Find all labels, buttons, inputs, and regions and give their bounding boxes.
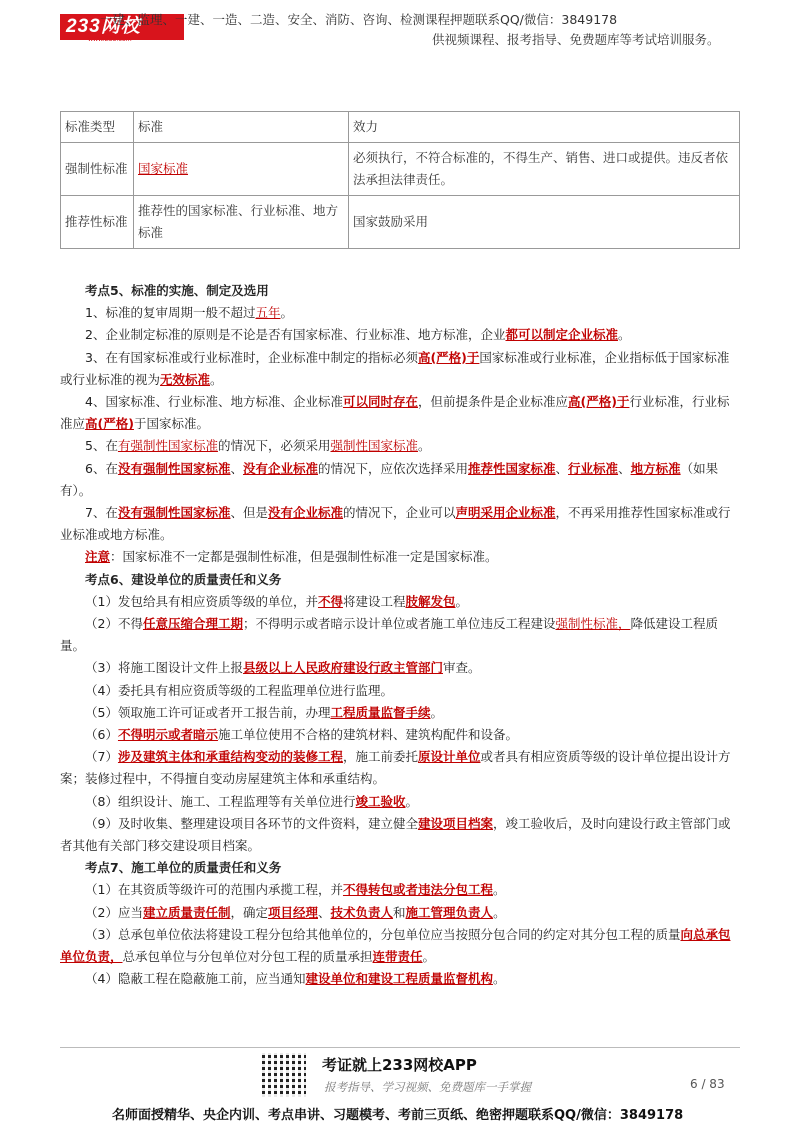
table-cell	[134, 143, 349, 196]
paragraph: 4、国家标准、行业标准、地方标准、企业标准可以同时存在，但前提条件是企业标准应高(严格)于行业标准，行业标准应高(严格)于国家标准。	[60, 394, 730, 432]
table-header-row	[61, 112, 740, 143]
note: 注意：国家标准不一定都是强制性标准，但是强制性标准一定是国家标准。	[85, 549, 498, 565]
table-header-cell: 标准类型	[61, 112, 134, 143]
header-line-1: 一建、监理、一建、一造、二造、安全、消防、咨询、检测课程押题联系QQ/微信：3849178	[100, 12, 618, 27]
list-item: （7）涉及建筑主体和承重结构变动的装修工程，施工前委托原设计单位或者具有相应资质等级的设计单位提出设计方案；装修过程中，不得擅自变动房屋建筑主体和承重结构。	[60, 749, 731, 787]
paragraph: 3、在有国家标准或行业标准时，企业标准中制定的指标必须高(严格)于国家标准或行业标准，企业指标低于国家标准或行业标准的视为无效标准。	[60, 349, 730, 387]
paragraph: 7、在没有强制性国家标准、但是没有企业标准的情况下，企业可以声明采用企业标准，不再采用推荐性国家标准或行业标准或地方标准。	[60, 505, 731, 543]
logo: 233网校	[60, 14, 184, 40]
list-item: （3）将施工图设计文件上报县级以上人民政府建设行政主管部门审查。	[85, 660, 481, 676]
table-header-cell: 标准	[134, 112, 349, 143]
list-item: （8）组织设计、施工、工程监理等有关单位进行竣工验收。	[85, 793, 418, 809]
header-line-2: 供视频课程、报考指导、免费题库等考试培训服务。	[432, 32, 720, 47]
qr-code-icon[interactable]	[262, 1053, 306, 1097]
paragraph: 5、在有强制性国家标准的情况下，必须采用强制性国家标准。	[85, 438, 431, 454]
table-cell: 国家鼓励采用	[349, 196, 740, 249]
logo-url: www.233.com	[88, 36, 132, 43]
list-item: （3）总承包单位依法将建设工程分包给其他单位的，分包单位应当按照分包合同的约定对其分包工程的质量向总承包单位负责，总承包单位与分包单位对分包工程的质量承担连带责任。	[60, 926, 731, 965]
paragraph: 2、企业制定标准的原则是不论是否有国家标准、行业标准、地方标准，企业都可以制定企业标准。	[85, 327, 631, 343]
page-header	[0, 0, 800, 58]
section-title: 考点7、施工单位的质量责任和义务	[85, 860, 282, 876]
table-cell: 推荐性的国家标准、行业标准、地方标准	[134, 196, 349, 249]
table-cell: 强制性标准	[61, 143, 134, 196]
section-title: 考点6、建设单位的质量责任和义务	[85, 571, 282, 587]
paragraph: 1、标准的复审周期一般不超过五年。	[85, 305, 293, 321]
list-item: （6）不得明示或者暗示施工单位使用不合格的建筑材料、建筑构配件和设备。	[85, 727, 518, 743]
table-cell: 推荐性标准	[61, 196, 134, 249]
list-item: （5）领取施工许可证或者开工报告前，办理工程质量监督手续。	[85, 704, 443, 720]
highlight-text: 国家标准	[138, 161, 189, 176]
app-promo-subtitle: 报考指导、学习视频、免费题库一手掌握	[324, 1080, 531, 1094]
table-header-cell: 效力	[349, 112, 740, 143]
app-promo-title: 考证就上233网校APP	[322, 1056, 477, 1074]
page-number: 6 / 83	[690, 1077, 725, 1091]
list-item: （1）在其资质等级许可的范围内承揽工程，并不得转包或者违法分包工程。	[85, 882, 506, 898]
table-row	[61, 196, 740, 249]
standards-table	[60, 111, 740, 249]
paragraph: 6、在没有强制性国家标准、没有企业标准的情况下，应依次选择采用推荐性国家标准、行业标准、地方标准（如果有）。	[60, 460, 719, 498]
list-item: （2）应当建立质量责任制，确定项目经理、技术负责人和施工管理负责人。	[85, 904, 506, 920]
section-title: 考点5、标准的实施、制定及选用	[85, 283, 269, 298]
list-item: （9）及时收集、整理建设项目各环节的文件资料，建立健全建设项目档案，竣工验收后，及时向建设行政主管部门或者其他有关部门移交建设项目档案。	[60, 815, 731, 854]
list-item: （1）发包给具有相应资质等级的单位，并不得将建设工程肢解发包。	[85, 593, 469, 609]
table-row	[61, 143, 740, 196]
footer-divider	[60, 1047, 740, 1048]
document-body	[60, 280, 740, 991]
list-item: （2）不得任意压缩合理工期；不得明示或者暗示设计单位或者施工单位违反工程建设强制性标准，降低建设工程质量。	[60, 616, 719, 654]
footer-contact: 名师面授精华、央企内训、考点串讲、习题模考、考前三页纸、绝密押题联系QQ/微信：3849178	[112, 1108, 684, 1123]
list-item: （4）隐蔽工程在隐蔽施工前，应当通知建设单位和建设工程质量监督机构。	[85, 971, 506, 987]
list-item: （4）委托具有相应资质等级的工程监理单位进行监理。	[85, 682, 393, 698]
table-cell: 必须执行，不符合标准的，不得生产、销售、进口或提供。违反者依法承担法律责任。	[349, 143, 740, 196]
